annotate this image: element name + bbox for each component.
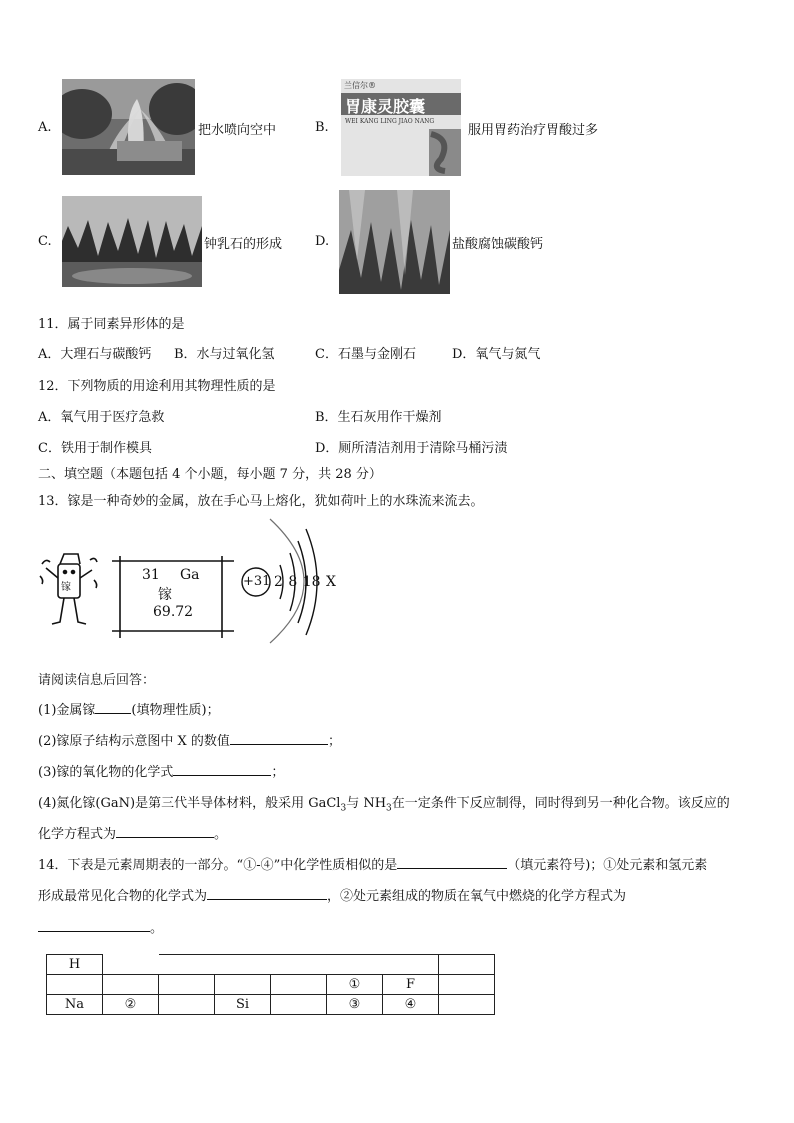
table-cell: ④ — [383, 995, 439, 1015]
option-letter: B. — [315, 120, 329, 135]
table-cell — [215, 955, 271, 975]
table-cell — [159, 955, 215, 975]
q13-stem: 13．镓是一种奇妙的金属，放在手心马上熔化，犹如荷叶上的水珠流来流去。 — [38, 494, 484, 509]
table-cell — [271, 955, 327, 975]
karst-cave-photo — [339, 190, 450, 294]
table-cell — [439, 955, 495, 975]
q13-part4-text: 与 NH — [346, 796, 387, 811]
element-card-frame — [112, 556, 234, 638]
q12-option-b: B．生石灰用作干燥剂 — [315, 410, 442, 425]
q13-part1-text: (1)金属镓 — [38, 703, 96, 718]
option-text: 服用胃药治疗胃酸过多 — [468, 123, 599, 138]
q13-part2-text: (2)镓原子结构示意图中 X 的数值 — [38, 734, 230, 749]
fountain-photo — [62, 79, 195, 175]
section-heading: 二、填空题（本题包括 4 个小题，每小题 7 分，共 28 分） — [38, 467, 382, 482]
q11-option-c: C．石墨与金刚石 — [315, 347, 416, 362]
table-cell — [271, 995, 327, 1015]
q14-text: 形成最常见化合物的化学式为 — [38, 889, 208, 904]
cartoon-label: 镓 — [61, 582, 71, 593]
table-cell — [215, 975, 271, 995]
table-cell — [271, 975, 327, 995]
table-cell — [159, 995, 215, 1015]
q13-part3-text: (3)镓的氧化物的化学式 — [38, 765, 174, 780]
q13-part4-line1 — [38, 792, 730, 814]
option-letter: C. — [38, 234, 52, 249]
table-cell — [159, 975, 215, 995]
table-cell: Na — [47, 995, 103, 1015]
q13-part2-tail: ； — [327, 734, 341, 749]
answer-blank[interactable] — [173, 761, 271, 776]
option-text: 盐酸腐蚀碳酸钙 — [452, 237, 544, 252]
q14-text: 14．下表是元素周期表的一部分。“①-④”中化学性质相似的是 — [38, 858, 398, 873]
q13-part3 — [38, 761, 284, 780]
table-cell: ③ — [327, 995, 383, 1015]
karst-image — [339, 190, 450, 294]
q13-part4-text: (4)氮化镓(GaN)是第三代半导体材料，般采用 GaCl — [38, 796, 341, 811]
q13-part1 — [38, 699, 220, 718]
answer-blank[interactable] — [116, 823, 214, 838]
q13-part4-text: 在一定条件下反应制得，同时得到另一种化合物。该反应的 — [391, 796, 730, 811]
q11-option-a: A．大理石与碳酸钙 — [38, 347, 152, 362]
answer-blank[interactable] — [95, 699, 131, 714]
stalactite-cave-photo — [62, 196, 202, 287]
table-cell — [103, 955, 159, 975]
subscript: 3 — [340, 803, 347, 814]
table-cell — [439, 995, 495, 1015]
atomic-mass: 69.72 — [153, 604, 194, 620]
element-name: 镓 — [158, 587, 172, 603]
q12-option-c: C．铁用于制作模具 — [38, 441, 152, 456]
table-cell: F — [383, 975, 439, 995]
table-cell: H — [47, 955, 103, 975]
q11-option-d: D．氧气与氮气 — [452, 347, 541, 362]
answer-blank[interactable] — [38, 917, 150, 932]
table-cell: Si — [215, 995, 271, 1015]
answer-blank[interactable] — [207, 885, 327, 900]
subscript: 3 — [386, 803, 392, 814]
q13-part3-tail: ； — [271, 765, 285, 780]
q13-part4-tail: 。 — [214, 827, 228, 842]
option-letter: D. — [315, 234, 330, 249]
table-cell — [383, 955, 439, 975]
table-cell — [47, 975, 103, 995]
q14-line1 — [38, 854, 707, 873]
q13-part4-text: 化学方程式为 — [38, 827, 117, 842]
q14-text: 。 — [150, 921, 164, 936]
q14-text: （填元素符号)；①处元素和氢元素 — [507, 858, 708, 873]
medicine-brand: 兰信尔® — [344, 81, 376, 90]
medicine-pinyin: WEI KANG LING JIAO NANG — [345, 118, 435, 125]
q13-part1-tail: (填物理性质)； — [131, 703, 220, 718]
q13-part2 — [38, 730, 341, 749]
answer-blank[interactable] — [230, 730, 328, 745]
table-row — [47, 995, 495, 1015]
option-text: 把水喷向空中 — [198, 123, 277, 138]
gallium-cartoon — [38, 546, 100, 630]
table-cell — [327, 955, 383, 975]
atom-structure-diagram — [240, 515, 340, 645]
nucleus-charge: +31 — [243, 574, 271, 589]
table-cell — [439, 975, 495, 995]
element-card — [112, 556, 234, 638]
q11-stem: 11．属于同素异形体的是 — [38, 317, 185, 332]
table-cell: ① — [327, 975, 383, 995]
table-cell: ② — [103, 995, 159, 1015]
table-cell — [103, 975, 159, 995]
answer-blank[interactable] — [397, 854, 507, 869]
option-text: 钟乳石的形成 — [204, 237, 283, 252]
q12-option-a: A．氧气用于医疗急救 — [38, 410, 165, 425]
stalactite-image — [62, 196, 202, 287]
q14-text: ，②处元素组成的物质在氧气中燃烧的化学方程式为 — [327, 889, 627, 904]
q14-line2 — [38, 885, 626, 904]
q12-option-d: D．厕所清洁剂用于清除马桶污渍 — [315, 441, 508, 456]
medicine-name: 胃康灵胶囊 — [345, 97, 426, 116]
q13-part4-line2 — [38, 823, 227, 842]
q14-line3 — [38, 917, 163, 936]
q12-stem: 12．下列物质的用途利用其物理性质的是 — [38, 379, 276, 394]
atomic-number: 31 — [142, 567, 160, 583]
medicine-box-photo — [341, 79, 461, 176]
electron-shells: 2 8 18 X — [274, 574, 336, 590]
element-symbol: Ga — [180, 567, 200, 583]
q13-prompt: 请阅读信息后回答： — [38, 673, 156, 688]
fountain-image — [62, 79, 195, 175]
table-row — [47, 955, 495, 975]
periodic-table-fragment — [46, 954, 495, 1015]
option-letter: A. — [38, 120, 52, 135]
table-row — [47, 975, 495, 995]
q11-option-b: B．水与过氧化氢 — [174, 347, 275, 362]
